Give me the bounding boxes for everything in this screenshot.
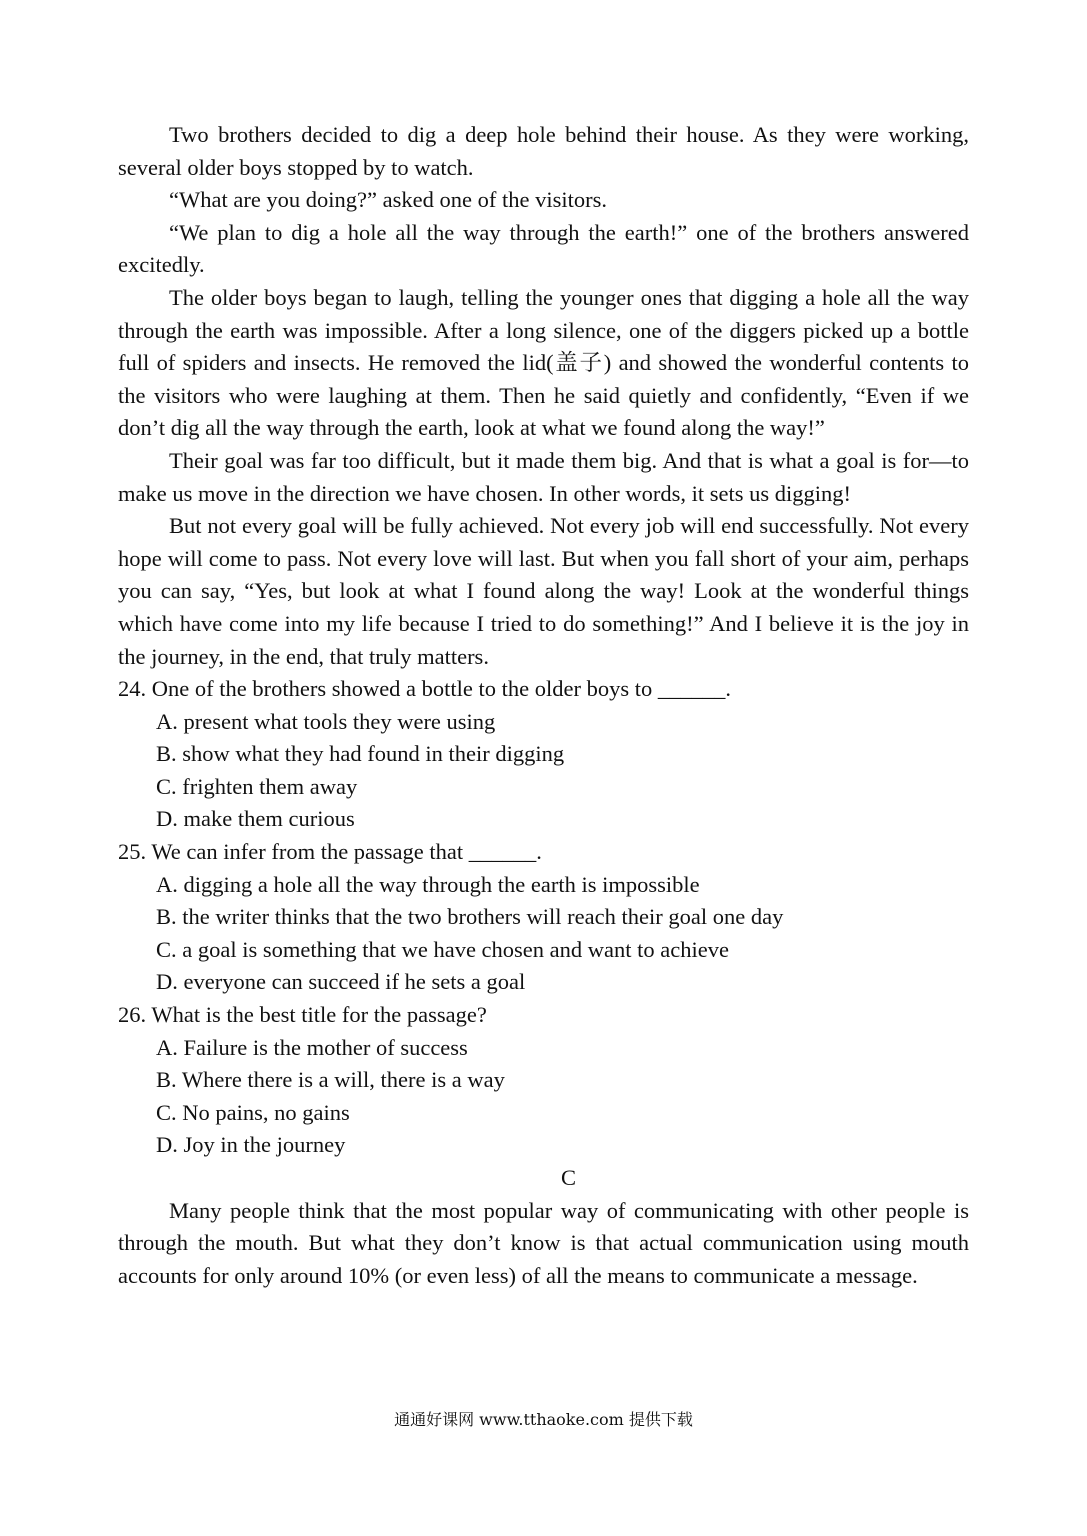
question-24 xyxy=(118,673,969,836)
section-heading: C xyxy=(560,1165,576,1190)
answer-option: C. a goal is something that we have chosen and want to achieve xyxy=(156,936,729,962)
answer-option: B. the writer thinks that the two brothers will reach their goal one day xyxy=(156,904,784,930)
passage-b xyxy=(118,119,969,673)
passage-paragraph: “We plan to dig a hole all the way through the earth!” one of the brothers answered excitedly. xyxy=(118,219,969,278)
answer-option: A. Failure is the mother of success xyxy=(156,1034,468,1060)
question-25 xyxy=(118,836,969,999)
passage-paragraph: Many people think that the most popular way of communicating with other people is through the mouth. But what they don’t know is that actual communication using mouth accounts for only around 10% (or even less) of all the means to communicate a message. xyxy=(118,1197,969,1288)
passage-paragraph: But not every goal will be fully achieved. Not every job will end successfully. Not every hope will come to pass. Not every love will last. But when you fall short of your aim, perhaps you can say, “Yes, but look at what I found along the way! Look at the wonderful things which have come into my life because I tried to do something!” And I believe it is the joy in the journey, in the end, that truly matters. xyxy=(118,513,969,669)
answer-option: B. Where there is a will, there is a way xyxy=(156,1067,505,1093)
passage-paragraph: The older boys began to laugh, telling the younger ones that digging a hole all the way through the earth was impossible. After a long silence, one of the diggers picked up a bottle full of spiders and insects. He removed the lid(盖子) and showed the wonderful contents to the visitors who were laughing at them. Then he said quietly and confidently, “Even if we don’t dig all the way through the earth, look at what we found along the way!” xyxy=(118,284,969,441)
passage-c xyxy=(118,1162,969,1292)
question-stem: 25. We can infer from the passage that ______. xyxy=(118,839,542,865)
document-page xyxy=(118,119,969,1292)
passage-paragraph: “What are you doing?” asked one of the visitors. xyxy=(169,187,607,213)
answer-option: D. make them curious xyxy=(156,806,355,832)
answer-option: B. show what they had found in their digging xyxy=(156,741,565,767)
answer-option: C. No pains, no gains xyxy=(156,1099,350,1125)
page-footer: 通通好课网 www.tthaoke.com 提供下载 xyxy=(394,1410,693,1429)
answer-option: A. digging a hole all the way through the earth is impossible xyxy=(156,871,700,897)
passage-paragraph: Their goal was far too difficult, but it made them big. And that is what a goal is for—to make us move in the direction we have chosen. In other words, it sets us digging! xyxy=(118,447,969,506)
passage-paragraph: Two brothers decided to dig a deep hole behind their house. As they were working, several older boys stopped by to watch. xyxy=(118,122,969,180)
question-26 xyxy=(118,999,969,1162)
question-stem: 26. What is the best title for the passage? xyxy=(118,1002,487,1028)
answer-option: D. Joy in the journey xyxy=(156,1132,346,1158)
question-stem: 24. One of the brothers showed a bottle to the older boys to ______. xyxy=(118,676,732,702)
answer-option: D. everyone can succeed if he sets a goal xyxy=(156,969,526,995)
answer-option: C. frighten them away xyxy=(156,773,358,799)
answer-option: A. present what tools they were using xyxy=(156,708,496,734)
